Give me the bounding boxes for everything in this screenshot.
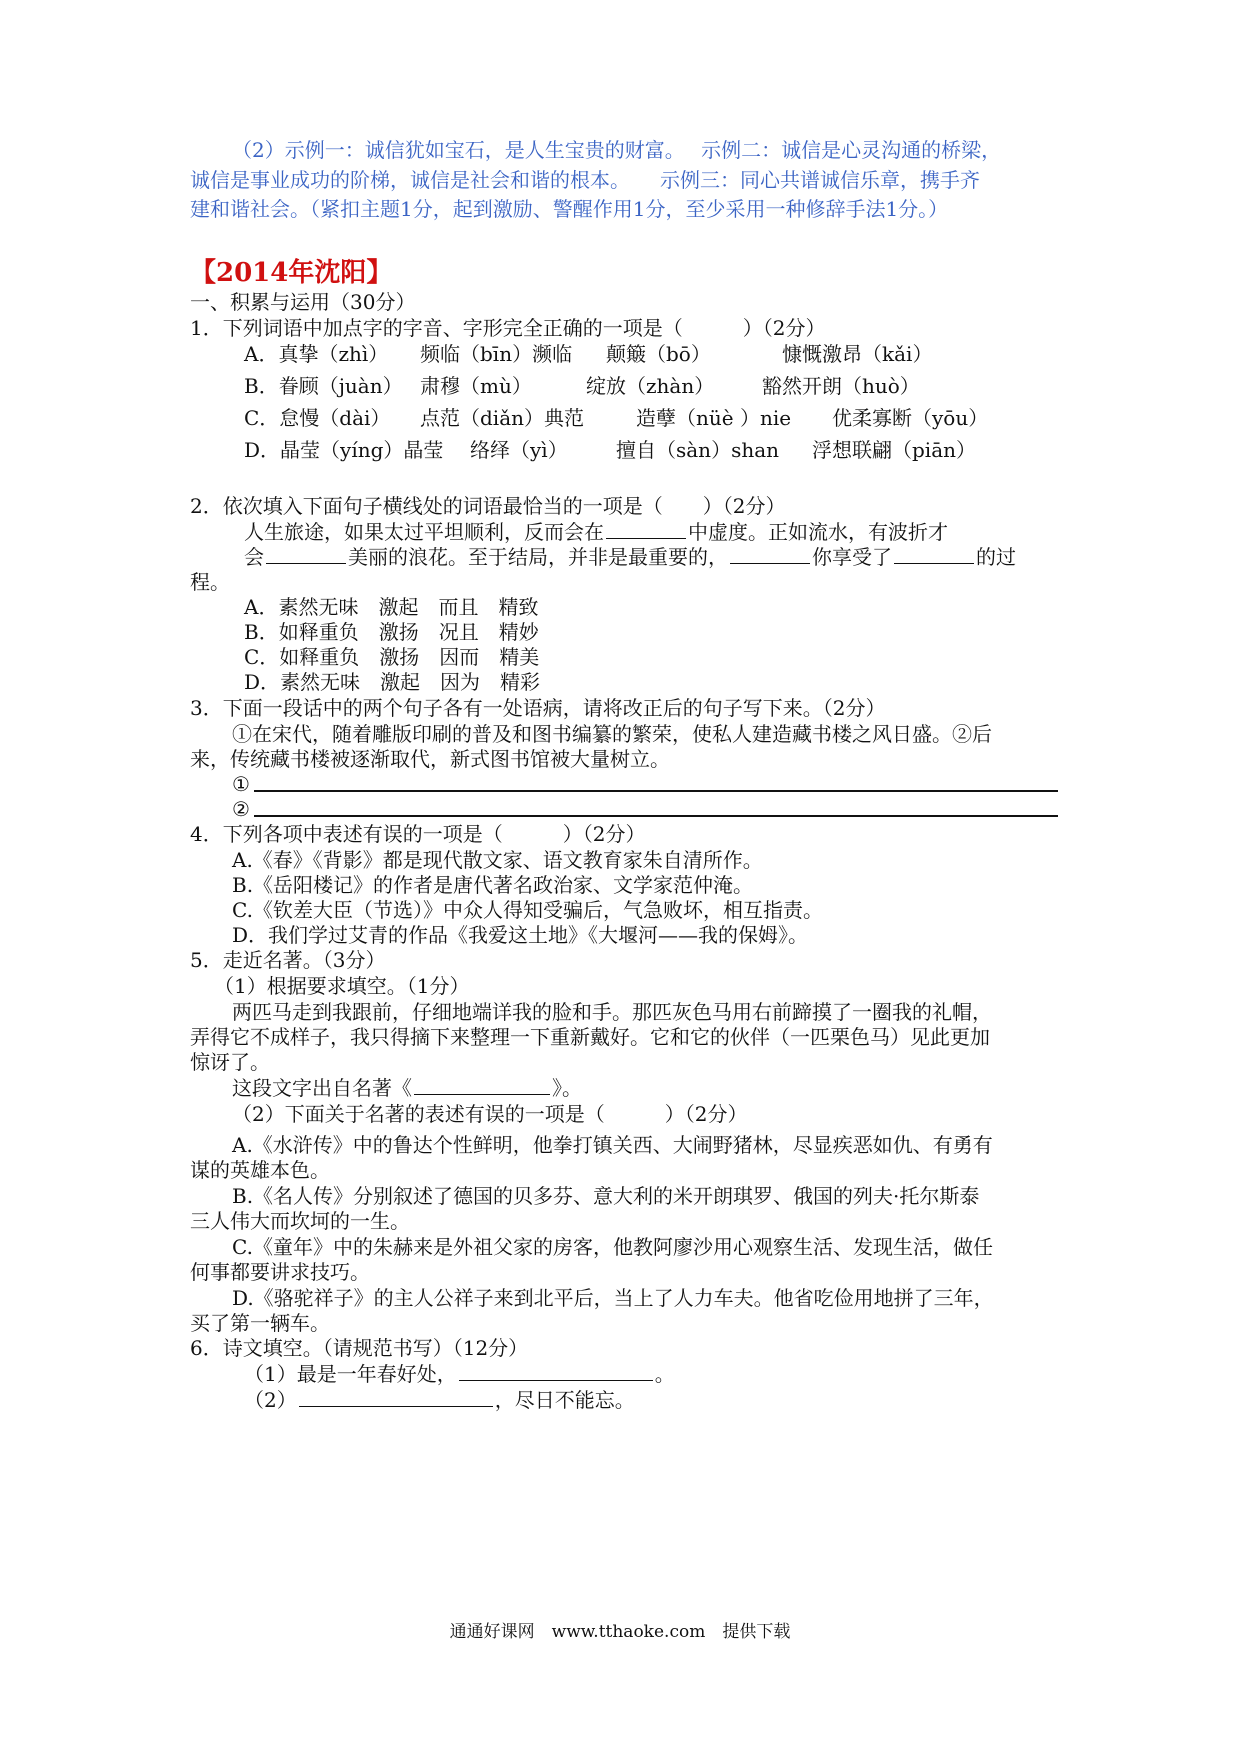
q5-option-c-1: C.《童年》中的朱赫来是外祖父家的房客，他教阿廖沙用心观察生活、发现生活，做任 — [232, 1235, 993, 1259]
q2-passage-line-1 — [244, 518, 1114, 546]
q2-text-2a: 会 — [244, 545, 264, 569]
q4-option-d: D．我们学过艾青的作品《我爱这土地》《大堰河——我的保姆》。 — [232, 923, 809, 947]
q4-option-c: C.《钦差大臣（节选）》中众人得知受骗后，气急败坏，相互指责。 — [232, 898, 823, 922]
q2-option-a: A．素然无味 激起 而且 精致 — [244, 595, 539, 619]
q5-passage-line-1: 两匹马走到我跟前，仔细地端详我的脸和手。那匹灰色马用右前蹄摸了一圈我的礼帽， — [232, 1000, 992, 1024]
q1-b-4: 豁然开朗（huò） — [762, 374, 920, 398]
q1-option-a — [244, 340, 1114, 368]
q4-option-a: A.《春》《背影》都是现代散文家、语文教育家朱自清所作。 — [232, 848, 763, 872]
q6-blank-2 — [299, 1388, 493, 1407]
q2-option-b: B．如释重负 激扬 况且 精妙 — [244, 620, 539, 644]
q6-line-1 — [244, 1360, 1114, 1388]
q2-text-2b: 美丽的浪花。至于结局，并非是最重要的， — [348, 545, 728, 569]
q3-answer-marker-1: ① — [232, 772, 250, 796]
q5-fill-b: 》。 — [552, 1076, 582, 1100]
q5-passage-line-2: 弄得它不成样子，我只得摘下来整理一下重新戴好。它和它的伙伴（一匹栗色马）见此更加 — [190, 1025, 990, 1049]
q2-option-c: C．如释重负 激扬 因而 精美 — [244, 645, 540, 669]
q5-blank — [414, 1076, 550, 1095]
q1-d-1: D．晶莹（yíng）晶莹 — [244, 438, 444, 462]
q1-c-4: 优柔寡断（yōu） — [832, 406, 989, 430]
q1-option-b — [244, 372, 1114, 400]
part-title: 一、积累与运用（30分） — [190, 290, 416, 314]
q6-text-1b: 。 — [654, 1362, 675, 1386]
q5-sub1: （1）根据要求填空。（1分） — [214, 974, 470, 998]
q6-text-2a: （2） — [244, 1388, 297, 1412]
q6-blank-1 — [459, 1362, 653, 1381]
q6-stem: 6．诗文填空。（请规范书写）（12分） — [190, 1336, 529, 1360]
q1-c-1: C．怠慢（dài） — [244, 406, 391, 430]
q5-fill-a: 这段文字出自名著《 — [232, 1076, 412, 1100]
q2-option-d: D．素然无味 激起 因为 精彩 — [244, 670, 541, 694]
q5-option-b-1: B.《名人传》分别叙述了德国的贝多芬、意大利的米开朗琪罗、俄国的列夫·托尔斯泰 — [232, 1184, 980, 1208]
answer-line-3: 建和谐社会。（紧扣主题1分，起到激励、警醒作用1分，至少采用一种修辞手法1分。） — [190, 197, 949, 221]
q5-option-d-2: 买了第一辆车。 — [190, 1311, 330, 1335]
q4-option-b: B.《岳阳楼记》的作者是唐代著名政治家、文学家范仲淹。 — [232, 873, 754, 897]
q6-text-2b: ，尽日不能忘。 — [494, 1388, 635, 1412]
q1-a-1: A．真挚（zhì） — [244, 342, 389, 366]
q5-option-c-2: 何事都要讲求技巧。 — [190, 1260, 370, 1284]
section-title: 【2014年沈阳】 — [190, 258, 393, 288]
q5-option-a-2: 谋的英雄本色。 — [190, 1158, 330, 1182]
q1-d-3: 擅自（sàn）shan — [616, 438, 780, 462]
q1-a-2: 频临（bīn）濒临 — [420, 342, 573, 366]
q3-stem: 3．下面一段话中的两个句子各有一处语病，请将改正后的句子写下来。（2分） — [190, 696, 886, 720]
q2-text-2d: 的过 — [976, 545, 1016, 569]
q3-answer-marker-2: ② — [232, 797, 250, 821]
q1-a-4: 慷慨激昂（kǎi） — [782, 342, 933, 366]
q3-passage-line-2: 来，传统藏书楼被逐渐取代，新式图书馆被大量树立。 — [190, 747, 670, 771]
q2-blank-2 — [266, 545, 346, 564]
page-footer: 通通好课网 www.tthaoke.com 提供下载 — [449, 1622, 791, 1642]
q3-answer-line-2 — [254, 815, 1058, 817]
q3-answer-line-1 — [254, 790, 1058, 792]
q5-option-d-1: D.《骆驼祥子》的主人公祥子来到北平后，当上了人力车夫。他省吃俭用地拼了三年， — [232, 1286, 994, 1310]
q2-blank-3 — [730, 545, 810, 564]
q1-option-c — [244, 404, 1114, 432]
q1-option-d — [244, 436, 1114, 464]
q2-blank-4 — [894, 545, 974, 564]
q5-sub2: （2）下面关于名著的表述有误的一项是（ ）（2分） — [232, 1102, 748, 1126]
q2-text-1b: 中虚度。正如流水，有波折才 — [688, 520, 948, 544]
q2-blank-1 — [606, 520, 686, 539]
q1-b-1: B．眷顾（juàn） — [244, 374, 403, 398]
q2-stem: 2．依次填入下面句子横线处的词语最恰当的一项是（ ）（2分） — [190, 494, 786, 518]
q1-b-3: 绽放（zhàn） — [586, 374, 715, 398]
q6-text-1a: （1）最是一年春好处， — [244, 1362, 457, 1386]
q1-c-2: 点范（diǎn）典范 — [420, 406, 585, 430]
q5-option-a-1: A.《水浒传》中的鲁达个性鲜明，他拳打镇关西、大闹野猪林，尽显疾恶如仇、有勇有 — [232, 1133, 993, 1157]
q4-stem: 4．下列各项中表述有误的一项是（ ）（2分） — [190, 822, 646, 846]
q5-fill-line — [232, 1074, 1102, 1102]
q5-passage-line-3: 惊讶了。 — [190, 1050, 270, 1074]
q2-text-1a: 人生旅途，如果太过平坦顺利，反而会在 — [244, 520, 604, 544]
q5-option-b-2: 三人伟大而坎坷的一生。 — [190, 1209, 410, 1233]
q1-stem: 1．下列词语中加点字的字音、字形完全正确的一项是（ ）（2分） — [190, 316, 826, 340]
answer-line-2: 诚信是事业成功的阶梯，诚信是社会和谐的根本。 示例三：同心共谱诚信乐章，携手齐 — [190, 168, 980, 192]
q2-text-2c: 你享受了 — [812, 545, 892, 569]
q1-c-3: 造孽（nüè ）nie — [636, 406, 792, 430]
q1-b-2: 肃穆（mù） — [420, 374, 532, 398]
q1-d-4: 浮想联翩（piān） — [812, 438, 977, 462]
q1-d-2: 络绎（yì） — [470, 438, 568, 462]
q6-line-2 — [244, 1386, 1114, 1414]
q2-passage-line-2 — [244, 543, 1114, 571]
answer-line-1: （2）示例一：诚信犹如宝石，是人生宝贵的财富。 示例二：诚信是心灵沟通的桥梁， — [232, 138, 1002, 162]
q1-a-3: 颠簸（bō） — [606, 342, 711, 366]
q3-passage-line-1: ①在宋代，随着雕版印刷的普及和图书编纂的繁荣，使私人建造藏书楼之风日盛。②后 — [232, 722, 992, 746]
q5-stem: 5．走近名著。（3分） — [190, 948, 386, 972]
q2-passage-line-3: 程。 — [190, 570, 230, 594]
